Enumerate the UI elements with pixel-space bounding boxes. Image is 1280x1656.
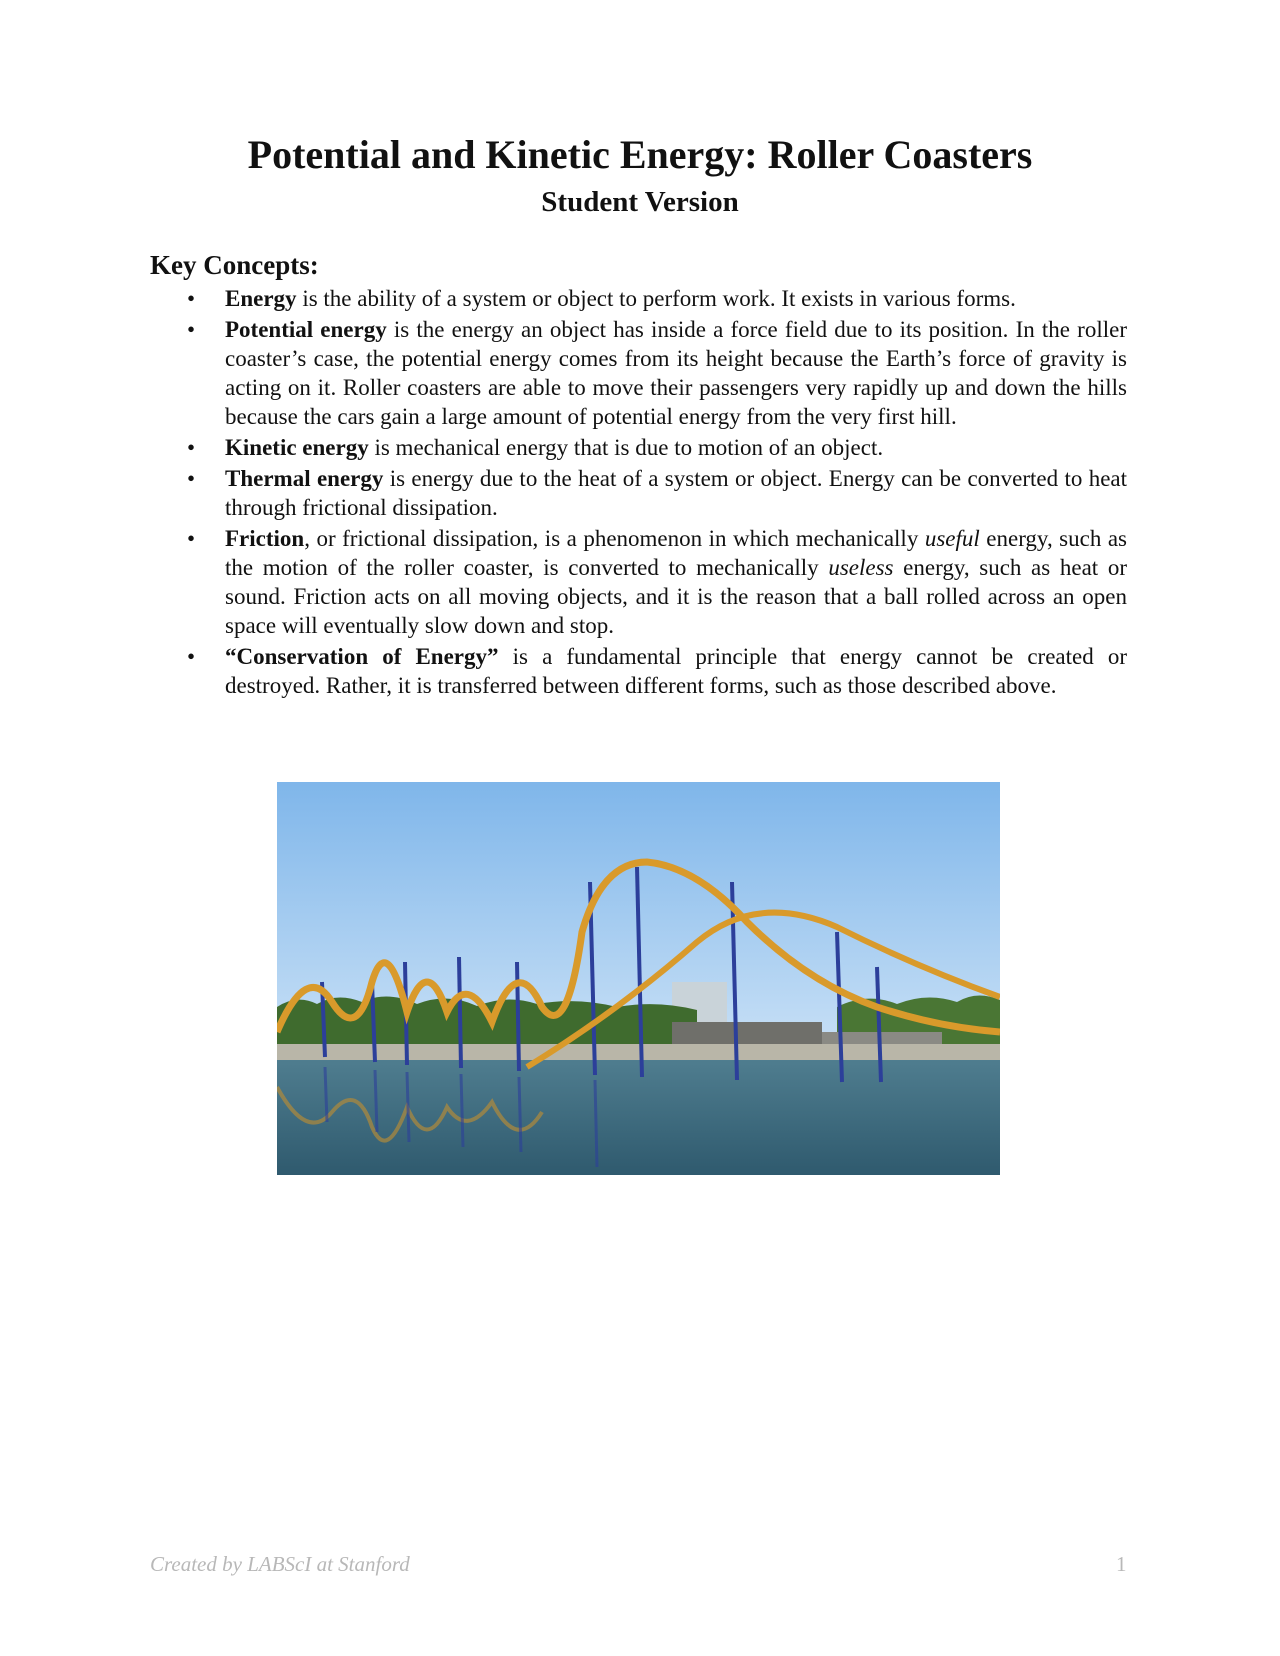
concepts-list: [225, 284, 1127, 702]
roller-coaster-illustration: [277, 782, 1000, 1175]
term: Potential energy: [225, 317, 387, 342]
term: “Conservation of Energy”: [225, 644, 499, 669]
term: Energy: [225, 286, 297, 311]
list-item: [225, 315, 1127, 431]
list-item: [225, 284, 1127, 313]
document-title: Potential and Kinetic Energy: Roller Coasters: [247, 132, 1033, 177]
section-heading: Key Concepts:: [150, 250, 319, 280]
definition: , or frictional dissipation, is a phenomenon in which mechanically: [304, 526, 925, 551]
list-item: [225, 642, 1127, 700]
list-item: [225, 524, 1127, 640]
definition: is a fundamental principle that energy cannot be created or destroyed. Rather, it is transferred between different forms, such as those described above.: [225, 644, 1127, 698]
definition: energy, such as the motion of the roller coaster, is converted to mechanically: [225, 526, 1127, 580]
roller-coaster-photo: [277, 782, 1000, 1175]
footer-credit: Created by LABScI at Stanford: [150, 1552, 410, 1576]
definition: is the energy an object has inside a force field due to its position. In the roller coaster’s case, the potential energy comes from its height because the Earth’s force of gravity is acting on it. Roller coasters are able to move their passengers very rapidly up and down the hills because the cars gain a large amount of potential energy from the very first hill.: [225, 317, 1127, 429]
emphasis-useful: useful: [924, 526, 980, 551]
list-item: [225, 464, 1127, 522]
lake: [277, 1060, 1000, 1175]
definition: is energy due to the heat of a system or object. Energy can be converted to heat through frictional dissipation.: [225, 466, 1127, 520]
definition: is mechanical energy that is due to motion of an object.: [368, 435, 884, 460]
term: Thermal energy: [225, 466, 384, 491]
definition: energy, such as heat or sound. Friction acts on all moving objects, and it is the reason that a ball rolled across an open space will eventually slow down and stop.: [225, 555, 1127, 638]
page-number: 1: [1116, 1552, 1127, 1576]
emphasis-useless: useless: [828, 555, 894, 580]
term: Friction: [225, 526, 305, 551]
list-item: [225, 433, 1127, 462]
definition: is the ability of a system or object to perform work. It exists in various forms.: [296, 286, 1016, 311]
term: Kinetic energy: [225, 435, 369, 460]
document-subtitle: Student Version: [541, 186, 739, 218]
